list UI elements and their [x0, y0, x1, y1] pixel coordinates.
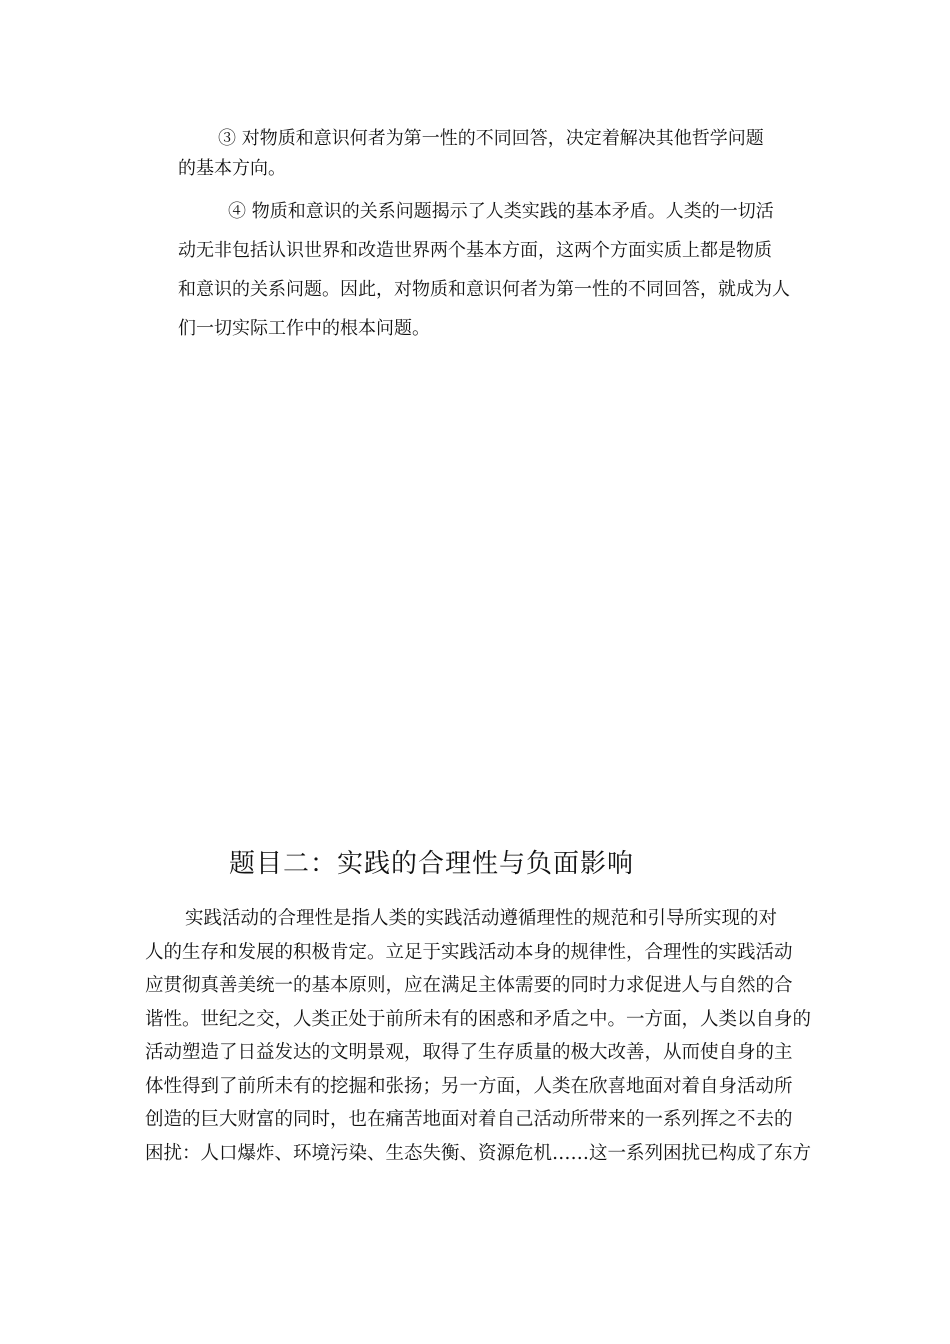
section-two-paragraph: [145, 902, 812, 1170]
body-line: 人的生存和发展的积极肯定。立足于实践活动本身的规律性，合理性的实践活动: [145, 941, 793, 963]
point-3-line-2: 的基本方向。: [178, 158, 286, 179]
point-3-paragraph: [178, 124, 818, 184]
point-4-line-2: 动无非包括认识世界和改造世界两个基本方面，这两个方面实质上都是物质: [178, 240, 772, 261]
point-3-line-1: ③ 对物质和意识何者为第一性的不同回答，决定着解决其他哲学问题: [218, 128, 764, 149]
body-line: 应贯彻真善美统一的基本原则，应在满足主体需要的同时力求促进人与自然的合: [145, 975, 793, 996]
section-two-heading: 题目二：实践的合理性与负面影响: [229, 849, 635, 879]
body-line: 实践活动的合理性是指人类的实践活动遵循理性的规范和引导所实现的对: [185, 908, 778, 929]
body-line: 创造的巨大财富的同时，也在痛苦地面对着自己活动所带来的一系列挥之不去的: [145, 1109, 793, 1130]
body-line: 活动塑造了日益发达的文明景观，取得了生存质量的极大改善，从而使自身的主: [145, 1042, 793, 1063]
point-4-line-3: 和意识的关系问题。因此，对物质和意识何者为第一性的不同回答，就成为人: [178, 279, 790, 300]
body-line: 谐性。世纪之交，人类正处于前所未有的困惑和矛盾之中。一方面，人类以自身的: [145, 1008, 812, 1030]
philosophy-points-section: [178, 124, 818, 348]
point-4-paragraph: [178, 192, 818, 348]
point-4-line-4: 们一切实际工作中的根本问题。: [178, 318, 430, 339]
body-line: 困扰：人口爆炸、环境污染、生态失衡、资源危机……这一系列困扰已构成了东方: [145, 1142, 812, 1164]
body-line: 体性得到了前所未有的挖掘和张扬；另一方面，人类在欣喜地面对着自身活动所: [145, 1075, 793, 1097]
point-4-line-1: ④ 物质和意识的关系问题揭示了人类实践的基本矛盾。人类的一切活: [228, 201, 774, 222]
